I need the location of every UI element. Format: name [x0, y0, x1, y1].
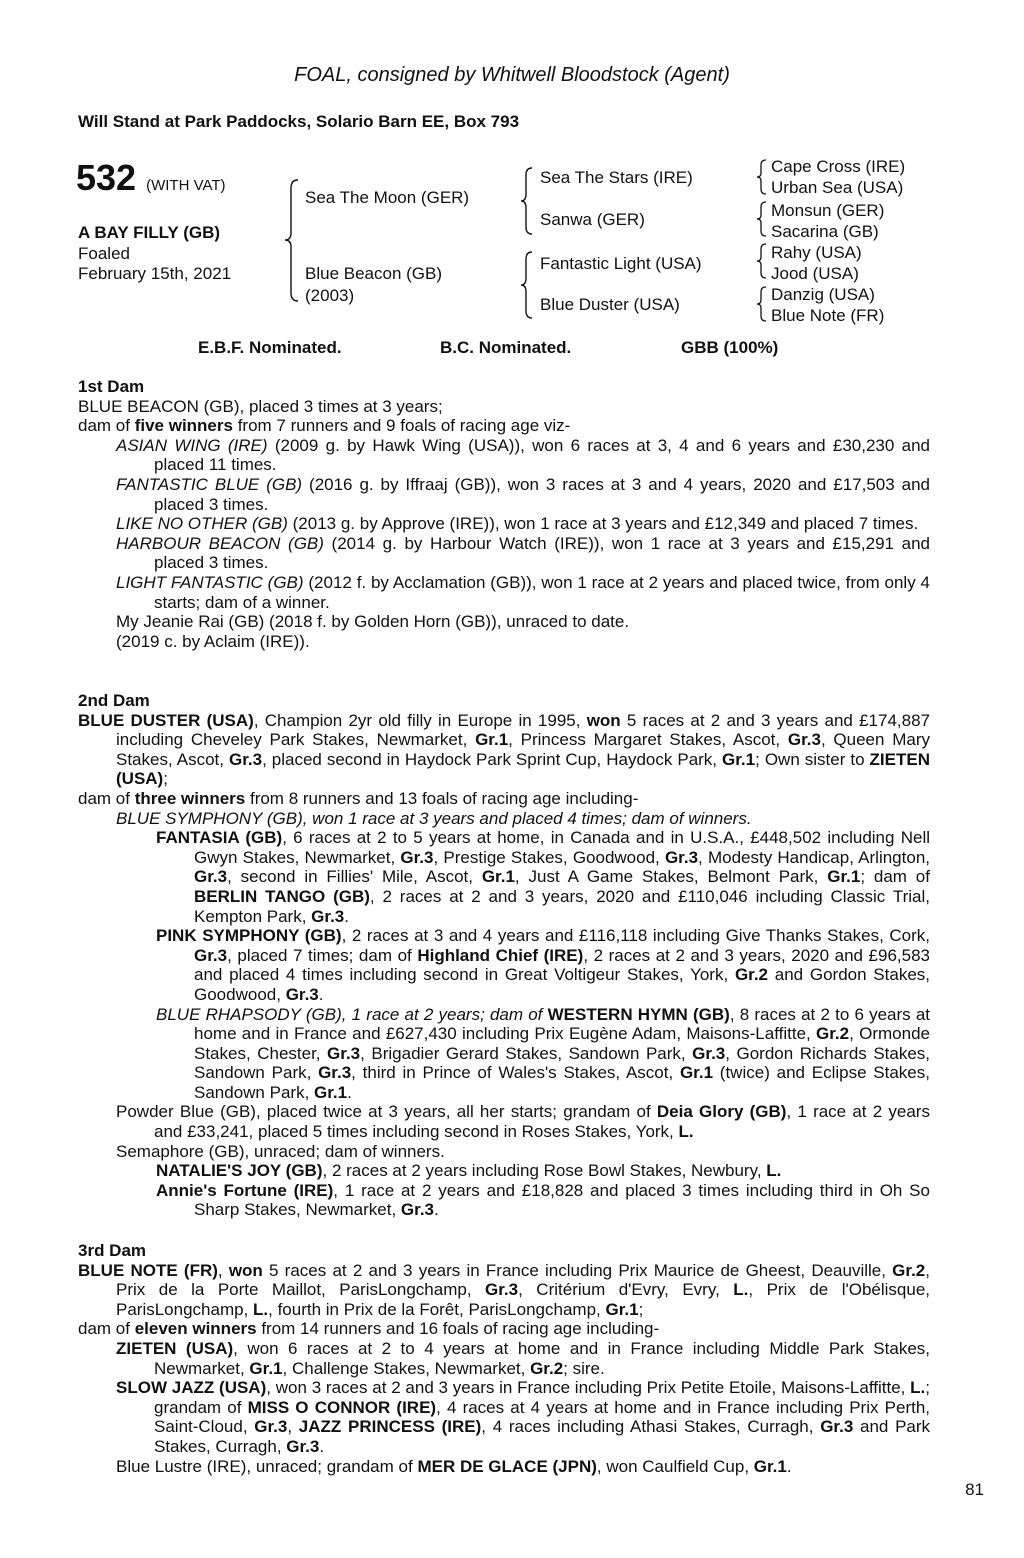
pedigree-dam: Blue Beacon (GB) [305, 264, 443, 283]
page-number: 81 [965, 1480, 984, 1499]
text-run: , Brigadier Gerard Stakes, Sandown Park, [360, 1043, 693, 1063]
dam-summary [78, 1261, 930, 1320]
text-run: ; dam of [860, 867, 930, 887]
ds-bracket [755, 242, 769, 280]
horse-name: JAZZ PRINCESS (IRE) [298, 1417, 482, 1437]
grade: Gr.3 [664, 847, 699, 867]
produce-summary [78, 789, 930, 809]
text-run: . [344, 906, 349, 926]
grade: Gr.3 [285, 984, 319, 1004]
text-run: 5 races at 2 and 3 years in France including Prix Maurice de Gheest, Deauville, [262, 1260, 893, 1280]
text-run: and Park Stakes, Curragh, [154, 1417, 931, 1456]
grade: Gr.3 [194, 867, 228, 887]
produce-summary [78, 1319, 930, 1339]
text-run: dam of [78, 1319, 135, 1339]
pedigree-sds: Monsun (GER) [771, 201, 885, 220]
text-run: (2009 g. by Hawk Wing (USA)), won 6 races at 3, 4 and 6 years and £30,230 and placed 11 times. [154, 435, 930, 475]
produce-entry [78, 1102, 930, 1141]
horse-name: MER DE GLACE (JPN) [417, 1456, 597, 1476]
grade: Gr.3 [194, 945, 228, 965]
produce-summary [78, 416, 930, 436]
text-run: Powder Blue (GB), placed twice at 3 years, all her starts; grandam of [116, 1102, 657, 1122]
dam-summary [78, 711, 930, 789]
horse-name: LIGHT FANTASTIC (GB) [116, 572, 304, 592]
dam-summary: BLUE BEACON (GB), placed 3 times at 3 years; [78, 396, 443, 416]
produce-entry [78, 1161, 930, 1181]
pedigree-dss: Rahy (USA) [771, 243, 862, 262]
horse-name: HARBOUR BEACON (GB) [116, 533, 324, 553]
grade: Gr.2 [734, 965, 769, 985]
foaled-date: February 15th, 2021 [78, 264, 232, 283]
produce-entry [78, 1378, 930, 1456]
text-run: , Challenge Stakes, Newmarket, [282, 1358, 531, 1378]
horse-name: ZIETEN (USA) [116, 1338, 234, 1358]
horse-name: BLUE RHAPSODY (GB) [156, 1004, 342, 1024]
grade: Gr.3 [286, 1436, 320, 1456]
winners-count: five winners [134, 416, 233, 436]
vat-note: (WITH VAT) [146, 177, 226, 194]
section-heading: 2nd Dam [78, 691, 150, 710]
text-run: , Queen Mary Stakes, Ascot, [116, 730, 930, 769]
horse-name: WESTERN HYMN (GB) [547, 1004, 730, 1024]
pedigree-ssd: Urban Sea (USA) [771, 178, 904, 197]
grade: Gr.1 [827, 867, 861, 887]
grade: Gr.3 [327, 1043, 361, 1063]
text-run: , won 3 races at 2 and 3 years in France including Prix Petite Etoile, Maisons-Laffitte, [266, 1378, 911, 1398]
produce-entry [78, 1457, 930, 1477]
sd-bracket [755, 200, 769, 238]
text-run: , won Caulfield Cup, [596, 1456, 754, 1476]
pedigree-sire-sire: Sea The Stars (IRE) [540, 168, 693, 187]
text-run: , 1 race at 2 years and £33,241, placed 5 times including second in Roses Stakes, York, [154, 1102, 930, 1142]
horse-name: SLOW JAZZ (USA) [116, 1378, 267, 1398]
text-run: dam of [78, 416, 135, 436]
text-run: . [786, 1456, 792, 1476]
text-run: , 6 races at 2 to 5 years at home, in Canada and in U.S.A., £448,502 including Nell Gwyn Stakes, Newmarket, [194, 828, 930, 867]
produce-entry: Semaphore (GB), unraced; dam of winners. [116, 1141, 445, 1161]
section-heading: 1st Dam [78, 377, 145, 396]
grade: L. [910, 1378, 926, 1398]
grade: Gr.2 [816, 1024, 850, 1044]
grade: Gr.3 [228, 749, 263, 769]
text-run: (2016 g. by Iffraaj (GB)), won 3 races at 3 and 4 years, 2020 and £17,503 and placed 3 times. [154, 474, 930, 514]
text-run: won [586, 710, 621, 730]
produce-entry: BLUE SYMPHONY (GB), won 1 race at 3 years and placed 4 times; dam of winners. [116, 808, 752, 828]
dd-bracket [755, 285, 769, 323]
produce-entry [78, 534, 930, 573]
produce-entry [78, 828, 930, 926]
pedigree-dds: Danzig (USA) [771, 285, 875, 304]
grade: Gr.1 [249, 1358, 283, 1378]
sire-dam-bracket [282, 178, 302, 303]
pedigree-sire: Sea The Moon (GER) [305, 188, 470, 207]
grade: Gr.3 [820, 1417, 854, 1437]
dam-line-bracket [518, 250, 536, 320]
text-run: , 2 races at 3 and 4 years and £116,118 including Give Thanks Stakes, Cork, [341, 926, 931, 946]
grade: L. [678, 1122, 694, 1142]
second-dam-section [78, 691, 930, 1220]
grade: Gr.3 [400, 847, 434, 867]
third-dam-section [78, 1241, 930, 1476]
text-run: , 1 race at 2 years and £18,828 and placed 3 times including third in Oh So Sharp Stakes, Newmarket, [194, 1180, 930, 1220]
grade: Gr.2 [530, 1358, 564, 1378]
text-run: ; grandam of [154, 1378, 930, 1417]
grade: Gr.3 [254, 1417, 288, 1437]
ss-bracket [755, 158, 769, 196]
text-run: , 2 races at 2 and 3 years, 2020 and £96,583 and placed 4 times including second in Great Voltigeur Stakes, York, [194, 945, 931, 985]
lot-title: A BAY FILLY (GB) [78, 223, 221, 242]
horse-name: BLUE DUSTER (USA) [78, 710, 254, 730]
lot-number-block [76, 158, 226, 206]
pedigree-dam-year: (2003) [305, 286, 355, 305]
text-run: , Prix de l'Obélisque, ParisLongchamp, [116, 1280, 931, 1319]
grade: Gr.1 [314, 1082, 348, 1102]
horse-name: BERLIN TANGO (GB) [194, 886, 370, 906]
produce-entry [78, 1339, 930, 1378]
text-run: ; [163, 769, 168, 789]
text-run: , 2 races at 2 years including Rose Bowl Stakes, Newbury, [322, 1161, 767, 1181]
text-run: , second in Fillies' Mile, Ascot, [227, 867, 482, 887]
text-run: ; sire. [563, 1358, 605, 1378]
produce-entry [78, 1181, 930, 1220]
horse-name: BLUE NOTE (FR) [78, 1260, 218, 1280]
horse-name: ASIAN WING (IRE) [116, 435, 268, 455]
text-run: ; [638, 1299, 644, 1319]
grade: L. [766, 1161, 782, 1181]
grade: Gr.1 [475, 730, 509, 750]
grade: Gr.1 [722, 749, 756, 769]
consignor-heading: FOAL, consigned by Whitwell Bloodstock (Agent) [294, 64, 730, 86]
grade: Gr.3 [400, 1200, 435, 1220]
produce-entry: (2019 c. by Aclaim (IRE)). [116, 631, 310, 651]
grade: Gr.3 [692, 1043, 726, 1063]
text-run: , Prestige Stakes, Goodwood, [433, 847, 665, 867]
grade: Gr.1 [605, 1299, 639, 1319]
text-run: , Modesty Handicap, Arlington, [698, 847, 930, 867]
text-run: , Gordon Richards Stakes, Sandown Park, [194, 1043, 931, 1083]
text-run: , Just A Game Stakes, Belmont Park, [514, 867, 828, 887]
horse-name: Annie's Fortune (IRE) [156, 1180, 334, 1200]
text-run: , Ormonde Stakes, Chester, [194, 1024, 930, 1063]
pedigree-ddd: Blue Note (FR) [771, 306, 885, 325]
sire-line-bracket [518, 166, 536, 236]
text-run: from 8 runners and 13 foals of racing age including- [245, 788, 639, 808]
horse-name: PINK SYMPHONY (GB) [156, 926, 342, 946]
grade: Gr.1 [753, 1456, 787, 1476]
text-run: , Prix de la Porte Maillot, ParisLongchamp, [116, 1260, 930, 1300]
text-run: Blue Lustre (IRE), unraced; grandam of [116, 1456, 418, 1476]
section-heading: 3rd Dam [78, 1241, 147, 1260]
text-run: (twice) and Eclipse Stakes, Sandown Park, [194, 1063, 930, 1102]
winners-count: eleven winners [134, 1319, 257, 1339]
lot-number: 532 [76, 157, 137, 198]
text-run: , 4 races including Athasi Stakes, Curragh, [481, 1417, 821, 1437]
text-run: from 14 runners and 16 foals of racing age including- [256, 1319, 660, 1339]
foaled-label: Foaled [78, 244, 130, 263]
produce-entry [78, 436, 930, 475]
text-run: dam of [78, 788, 135, 808]
produce-entry [78, 514, 930, 534]
text-run: , [217, 1260, 229, 1280]
text-run: , fourth in Prix de la Forêt, ParisLongchamp, [268, 1299, 606, 1319]
bc-nomination: B.C. Nominated. [440, 338, 572, 357]
pedigree-dsd: Jood (USA) [771, 264, 859, 283]
text-run: from 7 runners and 9 foals of racing age viz- [232, 416, 571, 436]
pedigree-dam-dam: Blue Duster (USA) [540, 295, 680, 314]
grade: Gr.3 [485, 1280, 519, 1300]
text-run: , [287, 1417, 299, 1437]
horse-name: ZIETEN (USA) [116, 749, 930, 789]
text-run: . [319, 1436, 325, 1456]
produce-entry [78, 573, 930, 612]
text-run: won [228, 1260, 263, 1280]
horse-name: FANTASIA (GB) [156, 828, 283, 848]
produce-entry [78, 926, 930, 1004]
grade: L. [733, 1280, 749, 1300]
text-run: , 2 races at 2 and 3 years, 2020 and £110,046 including Classic Trial, Kempton Park, [194, 886, 930, 926]
pedigree-sss: Cape Cross (IRE) [771, 157, 906, 176]
grade: Gr.1 [481, 867, 515, 887]
produce-entry: My Jeanie Rai (GB) (2018 f. by Golden Horn (GB)), unraced to date. [116, 612, 630, 632]
horse-name: Highland Chief (IRE) [417, 945, 584, 965]
produce-entry [78, 1005, 930, 1103]
grade: Gr.3 [787, 730, 821, 750]
text-run: , 1 race at 2 years; dam of [341, 1004, 548, 1024]
produce-entry [78, 475, 930, 514]
text-run: , placed second in Haydock Park Sprint Cup, Haydock Park, [262, 749, 723, 769]
text-run: (2013 g. by Approve (IRE)), won 1 race at 3 years and £12,349 and placed 7 times. [287, 514, 919, 534]
text-run: and Gordon Stakes, Goodwood, [194, 965, 930, 1004]
horse-name: LIKE NO OTHER (GB) [116, 514, 288, 534]
text-run: , Critérium d'Evry, Evry, [518, 1280, 734, 1300]
grade: Gr.3 [318, 1063, 352, 1083]
text-run: (2012 f. by Acclamation (GB)), won 1 race at 2 years and placed twice, from only 4 starts; dam of a winner. [154, 572, 930, 612]
grade: Gr.3 [311, 906, 345, 926]
text-run: , placed 7 times; dam of [227, 945, 418, 965]
text-run: (2014 g. by Harbour Watch (IRE)), won 1 race at 3 years and £15,291 and placed 3 times. [154, 533, 930, 573]
text-run: . [318, 984, 324, 1004]
text-run: , 8 races at 2 to 6 years at home and in France and £627,430 including Prix Eugène Adam, Maisons-Laffitte, [194, 1004, 930, 1044]
gbb-rating: GBB (100%) [681, 338, 779, 357]
text-run: 5 races at 2 and 3 years and £174,887 including Cheveley Park Stakes, Newmarket, [116, 710, 930, 750]
horse-name: NATALIE'S JOY (GB) [156, 1161, 323, 1181]
text-run: . [347, 1082, 352, 1102]
grade: L. [253, 1299, 269, 1319]
text-run: , 4 races at 4 years at home and in France including Prix Perth, Saint-Cloud, [154, 1397, 931, 1437]
horse-name: MISS O CONNOR (IRE) [247, 1397, 437, 1417]
text-run: , Champion 2yr old filly in Europe in 1995, [253, 710, 587, 730]
grade: Gr.2 [892, 1260, 926, 1280]
text-run: , won 6 races at 2 to 4 years at home and in France including Middle Park Stakes, Newmarket, [154, 1338, 930, 1378]
horse-name: Deia Glory (GB) [656, 1102, 787, 1122]
first-dam-section [78, 377, 930, 651]
text-run: . [434, 1200, 439, 1220]
grade: Gr.1 [679, 1063, 714, 1083]
stand-location: Will Stand at Park Paddocks, Solario Barn EE, Box 793 [78, 112, 520, 131]
pedigree-dam-sire: Fantastic Light (USA) [540, 254, 702, 273]
pedigree-sdd: Sacarina (GB) [771, 222, 879, 241]
winners-count: three winners [134, 788, 246, 808]
pedigree-sire-dam: Sanwa (GER) [540, 210, 645, 229]
text-run: , third in Prince of Wales's Stakes, Ascot, [351, 1063, 680, 1083]
ebf-nomination: E.B.F. Nominated. [198, 338, 342, 357]
horse-name: FANTASTIC BLUE (GB) [116, 474, 303, 494]
text-run: ; Own sister to [755, 749, 870, 769]
text-run: , Princess Margaret Stakes, Ascot, [508, 730, 788, 750]
